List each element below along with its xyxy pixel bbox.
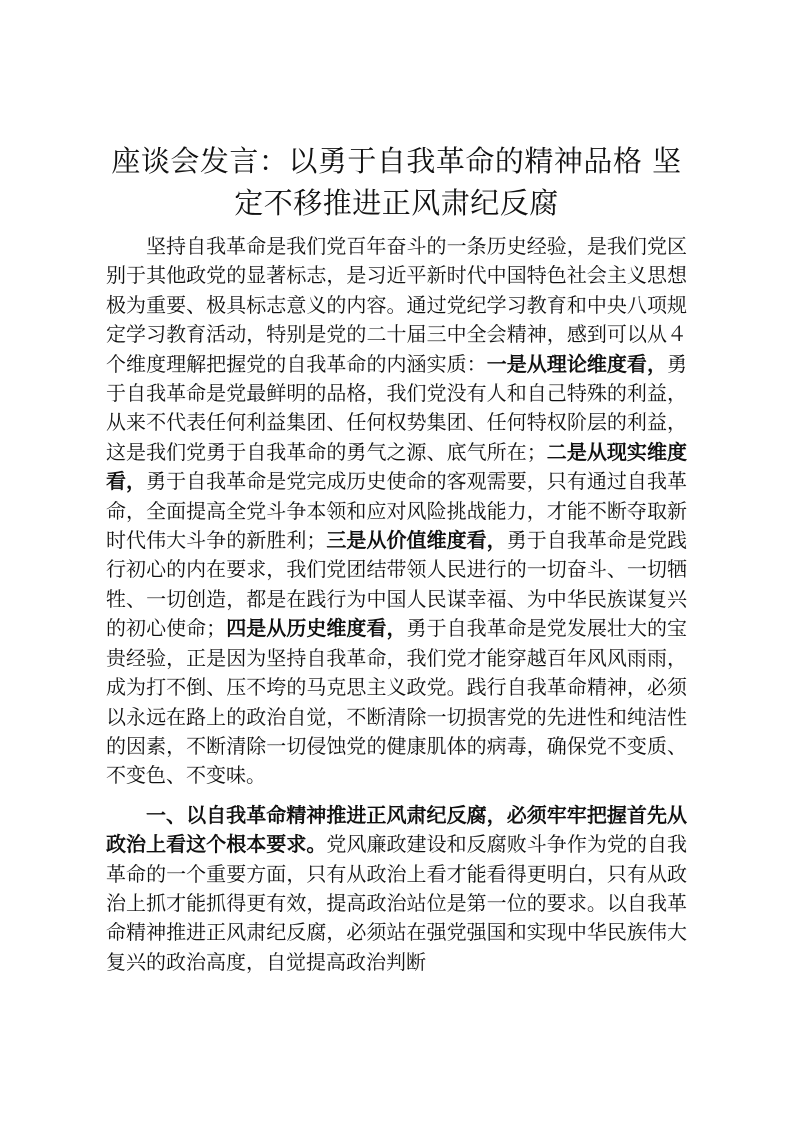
text-segment: 勇于自我革命是党完成历史使命的客观需要，只有通过自我革命，全面提高全党斗争本领和应对风险挑战能力，才能不断夺取新时代伟大斗争的新胜利； — [106, 469, 688, 553]
document-body — [106, 232, 687, 977]
text-segment: 勇于自我革命是党最鲜明的品格，我们党没有人和自己特殊的利益，从来不代表任何利益集团、任何权势集团、任何特权阶层的利益，这是我们党勇于自我革命的勇气之源、底气所在； — [106, 351, 688, 464]
paragraph-section-one — [106, 801, 687, 977]
text-segment: 坚持自我革命是我们党百年奋斗的一条历史经验，是我们党区别于其他政党的显著标志，是习近平新时代中国特色社会主义思想极为重要、极具标志意义的内容。通过党纪学习教育和中央八项规定学习教育活动，特别是党的二十届三中全会精神，感到可以从４个维度理解把握党的自我革命的内涵实质： — [106, 234, 687, 376]
document-title: 座谈会发言：以勇于自我革命的精神品格 坚定不移推进正风肃纪反腐 — [111, 144, 682, 220]
section-heading: 一、以自我革命精神推进正风肃纪反腐，必须牢牢把握首先从政治上看这个根本要求。 — [106, 802, 687, 857]
bold-heading-segment: 一是从理论维度看， — [486, 351, 668, 376]
bold-heading-segment: 四是从历史维度看， — [226, 616, 407, 641]
text-segment: 党风廉政建设和反腐败斗争作为党的自我革命的一个重要方面，只有从政治上看才能看得更明白，只有从政治上抓才能抓得更有效，提高政治站位是第一位的要求。以自我革命精神推进正风肃纪反腐，必须站在强党强国和实现中华民族伟大复兴的政治高度，自觉提高政治判断 — [106, 832, 688, 974]
bold-heading-segment: 三是从价值维度看， — [326, 528, 507, 553]
bold-heading-segment: 二是从现实维度看， — [106, 439, 688, 494]
text-segment: 勇于自我革命是党践行初心的内在要求，我们党团结带领人民进行的一切奋斗、一切牺牲、一切创造，都是在践行为中国人民谋幸福、为中华民族谋复兴的初心使命； — [106, 528, 688, 641]
text-segment: 勇于自我革命是党发展壮大的宝贵经验，正是因为坚持自我革命，我们党才能穿越百年风风雨雨，成为打不倒、压不垮的马克思主义政党。践行自我革命精神，必须以永远在路上的政治自觉，不断清除一切损害党的先进性和纯洁性的因素，不断清除一切侵蚀党的健康肌体的病毒，确保党不变质、不变色、不变味。 — [106, 616, 688, 788]
paragraph-intro — [106, 232, 687, 791]
